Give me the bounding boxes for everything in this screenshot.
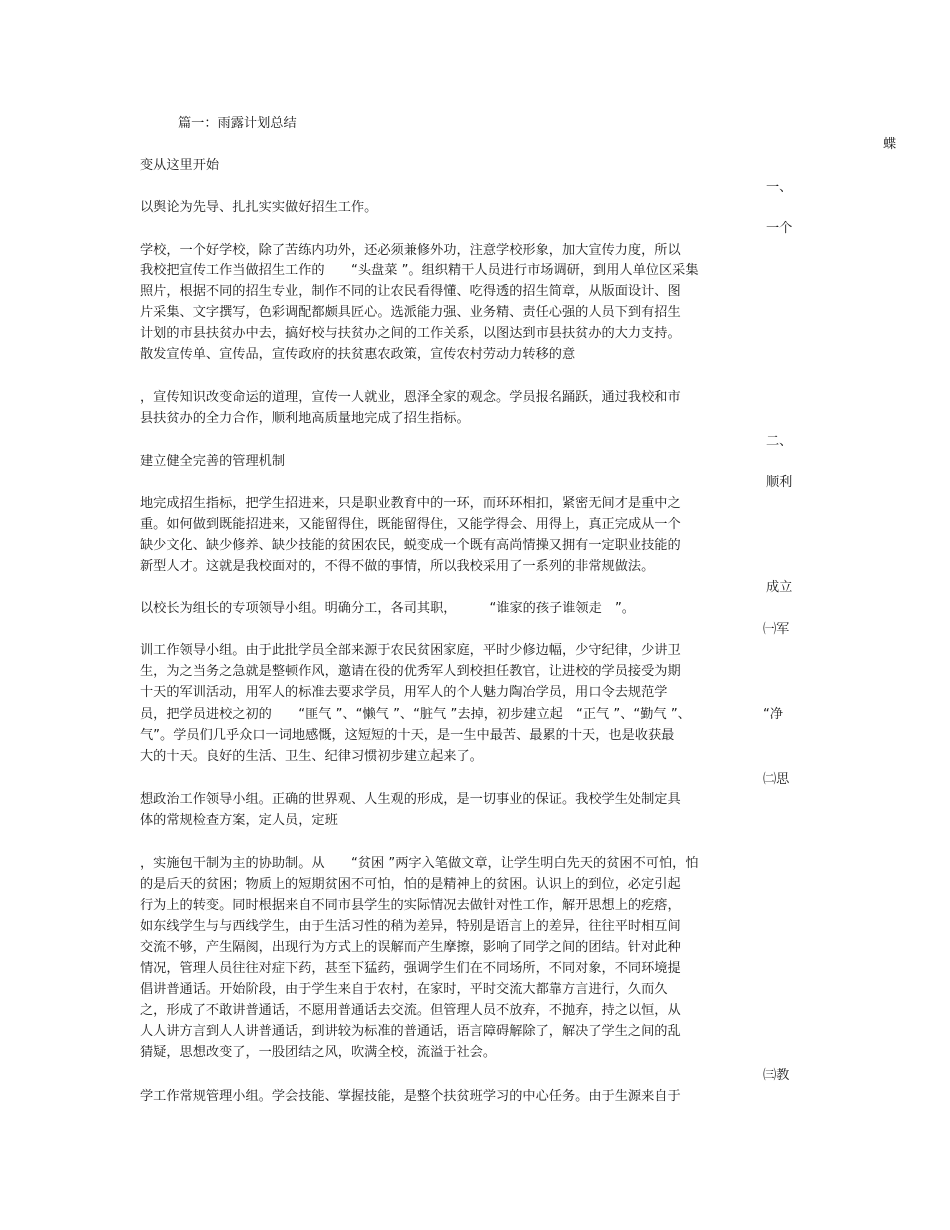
text-line: 缺少文化、缺少修养、缺少技能的贫困农民，蜕变成一个既有高尚情操又拥有一定职业技能的 bbox=[140, 538, 681, 553]
text-line: 新型人才。这就是我校面对的，不得不做的事情，所以我校采用了一系列的非常规做法。 bbox=[140, 559, 655, 574]
text-line: 的是后天的贫困；物质上的短期贫困不可怕，怕的是精神上的贫困。认识上的到位，必定引起 bbox=[140, 877, 681, 892]
text-line: 人人讲方言到人人讲普通话，到讲较为标准的普通话，语言障碍解除了，解决了学生之间的乱 bbox=[140, 1024, 681, 1039]
text-line: 如东线学生与与西线学生，由于生活习性的稍为差异，特别是语言上的差异，往往平时相互间 bbox=[140, 919, 681, 934]
text-line: 以校长为组长的专项领导小组。明确分工，各司其职， “谁家的孩子谁领走 ”。 bbox=[140, 601, 635, 616]
margin-note: ㈢教 bbox=[763, 1068, 790, 1083]
margin-note: ㈠军 bbox=[763, 622, 790, 637]
text-line: 以舆论为先导、扎扎实实做好招生工作。 bbox=[140, 200, 378, 215]
text-line: 重。如何做到既能招进来，又能留得住，既能留得住，又能学得会、用得上，真正完成从一个 bbox=[140, 517, 681, 532]
text-line: 十天的军训活动，用军人的标准去要求学员，用军人的个人魅力陶冶学员，用口令去规范学 bbox=[140, 685, 668, 700]
text-line: 我校把宣传工作当做招生工作的 “头盘菜 ”。组织精干人员进行市场调研，到用人单位区采集 bbox=[140, 263, 699, 278]
text-line: 训工作领导小组。由于此批学员全部来源于农民贫困家庭，平时少修边幅，少守纪律，少讲卫 bbox=[140, 643, 681, 658]
margin-note: “净 bbox=[763, 707, 784, 722]
text-line: 倡讲普通话。开始阶段，由于学生来自于农村，在家时，平时交流大都靠方言进行，久而久 bbox=[140, 982, 668, 997]
margin-note: 蝶 bbox=[883, 137, 897, 152]
text-line: 行为上的转变。同时根据来自不同市县学生的实际情况去做针对性工作，解开思想上的疙瘩， bbox=[140, 898, 681, 913]
text-line: 照片，根据不同的招生专业，制作不同的让农民看得懂、吃得透的招生简章，从版面设计、图 bbox=[140, 284, 681, 299]
text-line: 县扶贫办的全力合作，顺利地高质量地完成了招生指标。 bbox=[140, 411, 470, 426]
text-line: ，实施包干制为主的协助制。从 “贫困 ”两字入笔做文章，让学生明白先天的贫困不可怕，怕 bbox=[140, 856, 699, 871]
text-line: 员，把学员进校之初的 “匪气 ”、“懒气 ”、“脏气 ”去掉，初步建立起 “正气 ”、“勤气 ”、 bbox=[140, 707, 691, 722]
text-line: 猜疑，思想改变了，一股团结之风，吹满全校，流溢于社会。 bbox=[140, 1045, 497, 1060]
margin-note: ㈡思 bbox=[763, 772, 790, 787]
text-line: 气”。学员们几乎众口一词地感慨，这短短的十天，是一生中最苦、最累的十天，也是收获最 bbox=[140, 728, 675, 743]
margin-note: 二、 bbox=[766, 434, 793, 449]
text-line: 学工作常规管理小组。学会技能、掌握技能，是整个扶贫班学习的中心任务。由于生源来自于 bbox=[140, 1089, 681, 1104]
text-line: ，宣传知识改变命运的道理，宣传一人就业，恩泽全家的观念。学员报名踊跃，通过我校和市 bbox=[140, 390, 681, 405]
text-line: 变从这里开始 bbox=[140, 158, 220, 173]
text-line: 建立健全完善的管理机制 bbox=[140, 454, 286, 469]
text-line: 学校，一个好学校，除了苦练内功外，还必须兼修外功，注意学校形象，加大宣传力度，所以 bbox=[140, 243, 681, 258]
text-line: 想政治工作领导小组。正确的世界观、人生观的形成，是一切事业的保证。我校学生处制定具 bbox=[140, 792, 681, 807]
margin-note: 一、 bbox=[766, 180, 793, 195]
text-line: 体的常规检查方案，定人员，定班 bbox=[140, 813, 338, 828]
text-line: 片采集、文字撰写，色彩调配都颇具匠心。选派能力强、业务精、责任心强的人员下到有招生 bbox=[140, 305, 681, 320]
text-line: 之，形成了不敢讲普通话，不愿用普通话去交流。但管理人员不放弃，不抛弃，持之以恒，从 bbox=[140, 1003, 681, 1018]
text-line: 交流不够，产生隔阂，出现行为方式上的误解而产生摩擦，影响了同学之间的团结。针对此种 bbox=[140, 940, 681, 955]
margin-note: 一个 bbox=[766, 221, 793, 236]
text-line: 计划的市县扶贫办中去，搞好校与扶贫办之间的工作关系，以图达到市县扶贫办的大力支持。 bbox=[140, 326, 681, 341]
document-title: 篇一：雨露计划总结 bbox=[178, 116, 297, 131]
text-line: 生，为之当务之急就是整顿作风，邀请在役的优秀军人到校担任教官，让进校的学员接受为期 bbox=[140, 664, 681, 679]
margin-note: 顺利 bbox=[766, 475, 793, 490]
text-line: 情况，管理人员往往对症下药，甚至下猛药，强调学生们在不同场所，不同对象，不同环境提 bbox=[140, 961, 681, 976]
margin-note: 成立 bbox=[766, 580, 793, 595]
text-line: 地完成招生指标，把学生招进来，只是职业教育中的一环，而环环相扣，紧密无间才是重中之 bbox=[140, 496, 681, 511]
text-line: 散发宣传单、宣传品，宣传政府的扶贫惠农政策，宣传农村劳动力转移的意 bbox=[140, 347, 576, 362]
text-line: 大的十天。良好的生活、卫生、纪律习惯初步建立起来了。 bbox=[140, 749, 483, 764]
